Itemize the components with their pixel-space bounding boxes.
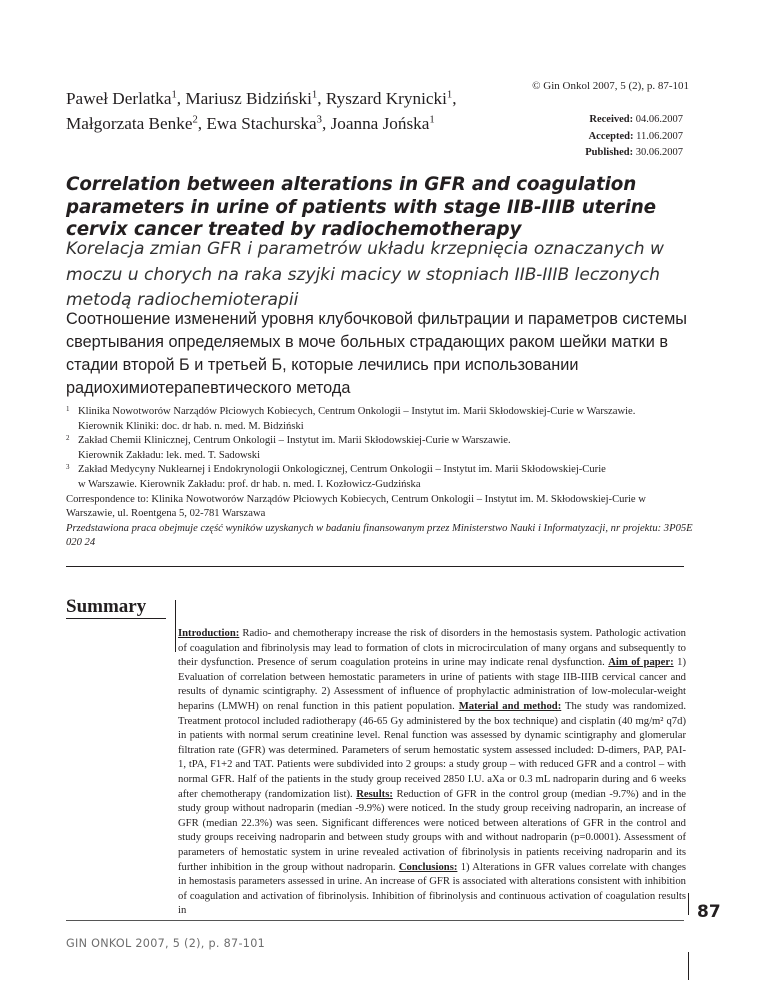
author: Joanna Jońska$^1$ bbox=[330, 114, 435, 133]
funding-note: Przedstawiona praca obejmuje część wyników uzyskanych w badaniu finansowanym przez Ministerstwo Nauki i Informatyzacji, nr projektu: 3P05E 020 24 bbox=[66, 522, 693, 549]
author-line-1: Paweł Derlatka$^1$, Mariusz Bidziński$^1$, Ryszard Krynicki$^1$, bbox=[66, 89, 457, 108]
title-russian: Соотношение изменений уровня клубочковой фильтрации и параметров системы свертывания определяемых в моче больных страдающих раком шейки матки в стадии второй Б и третьей Б, которые лечились при использовании радиохимиотерапевтического метода bbox=[66, 310, 687, 397]
abstract-keyword: Results: bbox=[356, 788, 393, 800]
received-date: Received: 04.06.2007 bbox=[589, 114, 683, 125]
footer-divider bbox=[66, 920, 684, 921]
author: Paweł Derlatka$^1$ bbox=[66, 89, 177, 108]
affiliation-1: 1 Klinika Nowotworów Narządów Płciowych Kobiecych, Centrum Onkologii – Instytut im. Marii Skłodowskiej-Curie w Warszawie. Kierownik Kliniki: doc. dr hab. n. med. M. Bidziński bbox=[66, 405, 636, 432]
accepted-date: Accepted: 11.06.2007 bbox=[588, 130, 683, 142]
correspondence: Correspondence to: Klinika Nowotworów Narządów Płciowych Kobiecych, Centrum Onkologii – Instytut im. M. Skłodowskiej-Curie w Warszawie, ul. Roentgena 5, 02-781 Warszawa bbox=[66, 493, 646, 520]
author: Ewa Stachurska$^3$ bbox=[206, 114, 322, 133]
title-english: Correlation between alterations in GFR and coagulation parameters in urine of patients with stage IIB-IIIB uterine cervix cancer treated by radiochemotherapy bbox=[66, 174, 656, 241]
summary-heading: Summary bbox=[66, 596, 147, 617]
journal-citation: © Gin Onkol 2007, 5 (2), p. 87-101 bbox=[532, 80, 689, 92]
abstract-keyword: Aim of paper: bbox=[608, 657, 674, 669]
page-number: 87 bbox=[697, 902, 721, 922]
author-line-2: Małgorzata Benke$^2$, Ewa Stachurska$^3$, Joanna Jońska$^1$ bbox=[66, 114, 435, 133]
affiliation-2: 2 Zakład Chemii Klinicznej, Centrum Onkologii – Instytut im. Marii Skłodowskiej-Curie w Warszawie. Kierownik Zakładu: lek. med. T. Sadowski bbox=[66, 434, 511, 461]
affiliation-3: 3 Zakład Medycyny Nuklearnej i Endokrynologii Onkologicznej, Centrum Onkologii – Instytut im. Marii Skłodowskiej-Curie w Warszawie. Kierownik Zakładu: prof. dr hab. n. med. I. Kozłowicz-Gudzińska bbox=[66, 463, 606, 490]
footer-citation: GIN ONKOL 2007, 5 (2), p. 87-101 bbox=[66, 937, 266, 950]
affiliations bbox=[66, 405, 696, 551]
summary-bar bbox=[175, 600, 176, 652]
title-polish: Korelacja zmian GFR i parametrów układu krzepnięcia oznaczanych w moczu u chorych na raka szyjki macicy w stopniach IIB-IIIB leczonych metodą radiochemioterapii bbox=[66, 239, 665, 310]
author: Mariusz Bidziński$^1$ bbox=[185, 89, 318, 108]
footer-bar bbox=[688, 952, 689, 980]
abstract-keyword: Introduction: bbox=[178, 628, 240, 639]
abstract-keyword: Conclusions: bbox=[398, 861, 458, 873]
published-date: Published: 30.06.2007 bbox=[585, 147, 683, 158]
author-list bbox=[66, 86, 506, 136]
summary-underline bbox=[66, 618, 166, 619]
publication-dates bbox=[520, 112, 683, 162]
author: Małgorzata Benke$^2$ bbox=[66, 114, 198, 133]
page-number-bar bbox=[688, 893, 689, 915]
divider bbox=[66, 566, 684, 567]
abstract-keyword: Material and method: bbox=[458, 700, 562, 712]
author: Ryszard Krynicki$^1$ bbox=[325, 89, 453, 108]
abstract-text: Introduction: Radio- and chemotherapy increase the risk of disorders in the hemostasis system. Pathologic activation of coagulation and fibrinolysis may lead to formation of clots in microcirculation of many organs and subsequently to their dysfunction. Presence of serum coagulation proteins in urine may indicate renal dysfunction. Aim of paper: 1) Evaluation of correlation between hemostatic parameters in urine of patients with stage IIB-IIIB cervical cancer and results of dynamic scintigraphy. 2) Assessment of influence of prophylactic administration of low-molecular-weight heparins (LMWH) on renal function in this patient population. Material and method: The study was randomized. Treatment protocol included radiotherapy (46-65 Gy administered by the box technique) and cisplatin (40 mg/m² q7d) in patients with normal serum creatinine level. Renal function was assessed by dynamic scintigraphy and glomerular filtration rate (GFR) was determined. Parameters of serum hemostatic system assessed included: D-dimers, PAP, PAI-1, tPA, F1+2 and TAT. Patients were subdivided into 2 groups: a study group – with reduced GFR and a control – with normal GFR. Half of the patients in the study group received 2850 I.U. aXa or 0.3 mL nadroparin during and 6 weeks after chemotherapy (randomization list). Results: Reduction of GFR in the control group (median -9.7%) and in the study group without nadroparin (median -9.9%) were noticed. In the study group receiving nadroparin, an increase of GFR (median 22.3%) was seen. Significant differences were noticed between alterations of GFR in the control and study groups receiving nadroparin and between study groups with and without nadroparin (p=0.0001). Assessment of parameters of hemostatic system in urine revealed activation of fibrinolysis in patients receiving nadroparin and its further inhibition in the group without nadroparin. Conclusions: 1) Alterations in GFR values correlate with changes in hemostasis parameters assessed in urine. An increase of GFR is associated with alterations consistent with inhibition of coagulation and activation of fibrinolysis. Inhibition of fibrinolysis and continuous activation of coagulation results in bbox=[178, 628, 687, 917]
